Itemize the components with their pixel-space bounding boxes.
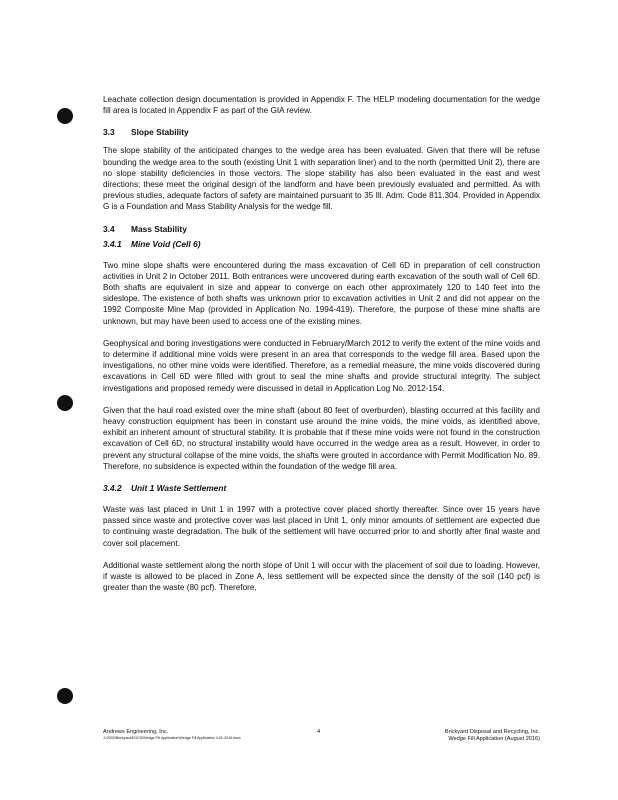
footer-company: Andrews Engineering, Inc. [103,729,169,735]
settlement-paragraph-1: Waste was last placed in Unit 1 in 1997 with a protective cover placed shortly thereafter. Since over 15 years have passed since waste and protective cover was last placed in Unit 1, only minor amounts of settlement are expected due to continuing waste degradation. The bulk of the settlement will have occurred prior to and shortly after final waste and cover soil placement. [103,505,540,548]
mine-void-paragraph-2: Geophysical and boring investigations were conducted in February/March 2012 to verify the extent of the mine voids and to determine if additional mine voids were present in an area that corresponds to the wedge fill area. Based upon the investigations, no other mine voids were identified. Therefore, as a remedial measure, the mine voids discovered during excavations in Cell 6D were filled with grout to seal the mine shafts and provide structural integrity. The subject investigations and proposed remedy were discussed in detail in Application Log No. 2012-154. [103,338,540,393]
section-number: 3.4.1 [103,238,122,249]
page-number: 4 [317,729,321,735]
intro-paragraph: Leachate collection design documentation is provided in Appendix F. The HELP modeling documentation for the wedge fill area is located in Appendix F as part of the GIA review. [103,95,540,116]
footer-file-path: J:\2002\Brickyard\DOCS\Wedge Fill Application\Wedge Fill Application 4-01-2016.docx [103,736,241,740]
section-title: Unit 1 Waste Settlement [131,483,227,494]
section-3-3-heading [103,127,540,138]
section-number: 3.4.2 [103,483,122,494]
section-title: Mine Void (Cell 6) [131,238,201,249]
mine-void-paragraph-3: Given that the haul road existed over the mine shaft (about 80 feet of overburden), blasting occurred at this facility and heavy construction equipment has been in constant use around the mine voids, the mine voids, as identified above, exhibit an inherent amount of structural stability. It is probable that if these mine voids were not found in the construction excavation of Cell 6D, no structural instability would have occurred in the wedge area as a result. However, in order to prevent any structural collapse of the mine voids, the shafts were grouted in accordance with Permit Modification No. 89. Therefore, no subsidence is expected within the foundation of the wedge fill area. [103,405,540,471]
slope-stability-paragraph: The slope stability of the anticipated changes to the wedge area has been evaluated. Given that there will be refuse bounding the wedge area to the south (existing Unit 1 with separation liner) and to the north (permitted Unit 2), there are no slope stability deficiencies in those vectors. The slope stability has also been evaluated in the east and west directions; these meet the original design of the landform and have been previously evaluated and permitted. As with previous studies, adequate factors of safety are maintained pursuant to 35 Ill. Adm. Code 811.304. Provided in Appendix G is a Foundation and Mass Stability Analysis for the wedge fill. [103,146,540,212]
section-3-4-2-heading [103,483,540,494]
settlement-paragraph-2: Additional waste settlement along the north slope of Unit 1 will occur with the placement of soil due to loading. However, if waste is allowed to be placed in Zone A, less settlement will be expected since the density of the soil (140 pcf) is greater than the waste (80 pcf). Therefore, [103,560,540,593]
section-number: 3.3 [103,127,115,138]
footer-client: Brickyard Disposal and Recycling, Inc. [444,729,540,735]
footer-left [103,729,241,741]
document-body [103,94,540,605]
footer-document-title: Wedge Fill Application (August 2016) [448,736,540,742]
binder-hole-bottom [57,688,73,704]
mine-void-paragraph-1: Two mine slope shafts were encountered during the mass excavation of Cell 6D in preparation of cell construction activities in Unit 2 in October 2011. Both entrances were uncovered during earth excavation of the south wall of Cell 6D. Both shafts are equivalent in size and appear to converge on each other approximately 120 to 140 feet into the sideslope. The existence of both shafts was unknown prior to excavation activities in Unit 2 and did not appear on the 1992 Composite Mine Map (provided in Application No. 1994-419). Therefore, the purpose of these mine shafts are unknown, but may have been used to access one of the existing mines. [103,260,540,326]
binder-hole-middle [57,395,73,411]
section-number: 3.4 [103,223,115,234]
binder-hole-top [57,108,73,124]
section-3-4-heading [103,224,540,235]
footer-right [445,729,540,743]
section-title: Slope Stability [131,127,189,138]
section-title: Mass Stability [131,223,187,234]
section-3-4-1-heading [103,239,540,250]
